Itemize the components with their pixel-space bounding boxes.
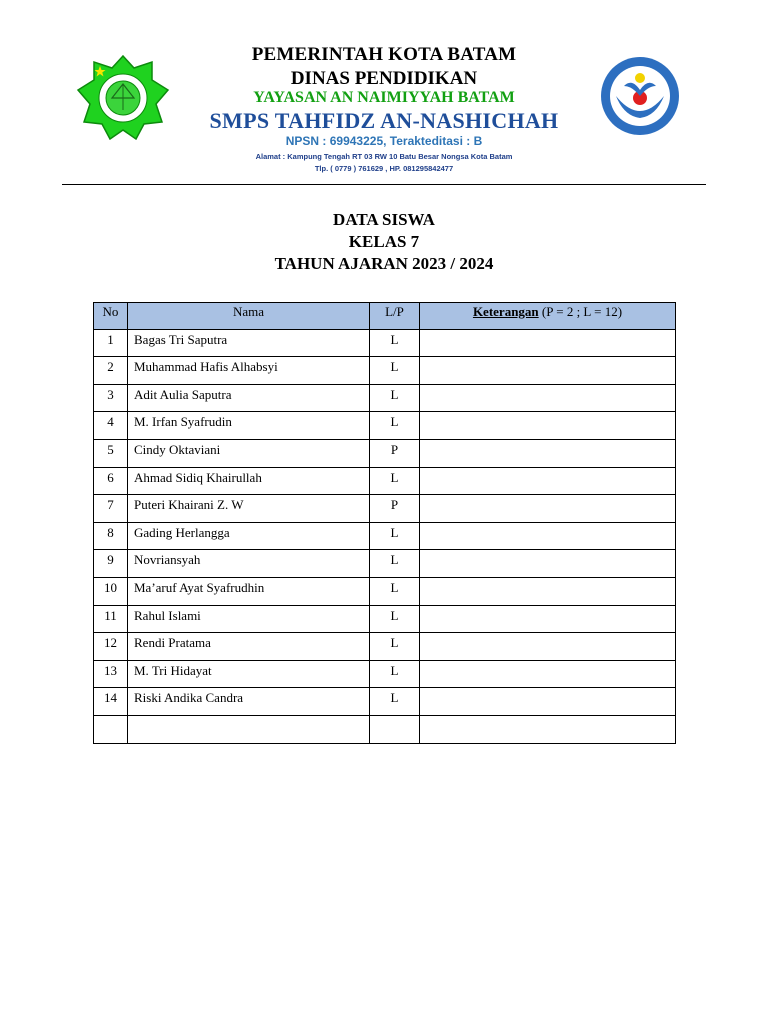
cell-no: 13 <box>94 660 128 688</box>
school-name: SMPS TAHFIDZ AN-NASHICHAH <box>209 108 559 133</box>
cell-nama: Rahul Islami <box>128 605 370 633</box>
cell-no: 14 <box>94 688 128 716</box>
document-title: DATA SISWA <box>333 210 435 229</box>
cell-keterangan <box>420 384 676 412</box>
header-divider <box>62 184 706 185</box>
cell-keterangan <box>420 605 676 633</box>
cell-no <box>94 715 128 743</box>
keterangan-label: Keterangan <box>472 304 539 319</box>
cell-nama: Cindy Oktaviani <box>128 439 370 467</box>
cell-no: 2 <box>94 357 128 385</box>
cell-keterangan <box>420 633 676 661</box>
table-row <box>94 605 676 633</box>
cell-lp: L <box>370 550 420 578</box>
column-header-keterangan <box>420 303 676 330</box>
cell-lp: L <box>370 384 420 412</box>
cell-no: 5 <box>94 439 128 467</box>
cell-nama: Gading Herlangga <box>128 522 370 550</box>
cell-keterangan <box>420 688 676 716</box>
column-header-lp: L/P <box>370 303 420 330</box>
cell-nama: Adit Aulia Saputra <box>128 384 370 412</box>
cell-nama: Bagas Tri Saputra <box>128 329 370 357</box>
cell-nama: M. Tri Hidayat <box>128 660 370 688</box>
cell-lp: P <box>370 439 420 467</box>
table-row <box>94 660 676 688</box>
cell-keterangan <box>420 467 676 495</box>
foundation-name: YAYASAN AN NAIMIYYAH BATAM <box>253 89 515 106</box>
cell-lp: L <box>370 467 420 495</box>
cell-nama: Novriansyah <box>128 550 370 578</box>
cell-no: 8 <box>94 522 128 550</box>
cell-keterangan <box>420 522 676 550</box>
cell-lp: L <box>370 688 420 716</box>
table-row <box>94 688 676 716</box>
cell-lp <box>370 715 420 743</box>
cell-nama: Riski Andika Candra <box>128 688 370 716</box>
cell-lp: L <box>370 329 420 357</box>
keterangan-note: (P = 2 ; L = 12) <box>538 304 623 319</box>
column-header-no: No <box>94 303 128 330</box>
cell-keterangan <box>420 329 676 357</box>
table-header-row <box>94 303 676 330</box>
cell-no: 11 <box>94 605 128 633</box>
table-row <box>94 550 676 578</box>
table-row <box>94 467 676 495</box>
government-line: PEMERINTAH KOTA BATAM <box>251 44 517 65</box>
table-row <box>94 633 676 661</box>
cell-no: 1 <box>94 329 128 357</box>
cell-lp: P <box>370 495 420 523</box>
table-row <box>94 495 676 523</box>
cell-lp: L <box>370 605 420 633</box>
table-row <box>94 439 676 467</box>
cell-no: 7 <box>94 495 128 523</box>
cell-nama: Ma’aruf Ayat Syafrudhin <box>128 577 370 605</box>
cell-lp: L <box>370 357 420 385</box>
cell-no: 12 <box>94 633 128 661</box>
table-row <box>94 715 676 743</box>
cell-nama: Ahmad Sidiq Khairullah <box>128 467 370 495</box>
cell-no: 10 <box>94 577 128 605</box>
table-row <box>94 577 676 605</box>
address-line: Alamat : Kampung Tengah RT 03 RW 10 Batu Besar Nongsa Kota Batam <box>255 152 513 161</box>
department-line: DINAS PENDIDIKAN <box>290 68 478 89</box>
academic-year-title: TAHUN AJARAN 2023 / 2024 <box>274 254 494 273</box>
cell-nama: M. Irfan Syafrudin <box>128 412 370 440</box>
cell-lp: L <box>370 660 420 688</box>
cell-lp: L <box>370 633 420 661</box>
phone-line: Tlp. ( 0779 ) 761629 , HP. 081295842477 <box>314 164 454 173</box>
table-row <box>94 384 676 412</box>
cell-keterangan <box>420 715 676 743</box>
column-header-nama: Nama <box>128 303 370 330</box>
cell-no: 9 <box>94 550 128 578</box>
cell-no: 6 <box>94 467 128 495</box>
class-title: KELAS 7 <box>348 232 420 251</box>
cell-lp: L <box>370 522 420 550</box>
table-row <box>94 412 676 440</box>
cell-nama: Rendi Pratama <box>128 633 370 661</box>
cell-nama: Muhammad Hafis Alhabsyi <box>128 357 370 385</box>
npsn-line: NPSN : 69943225, Terakteditasi : B <box>285 134 483 148</box>
cell-keterangan <box>420 550 676 578</box>
student-table <box>93 302 676 744</box>
cell-keterangan <box>420 357 676 385</box>
cell-no: 4 <box>94 412 128 440</box>
cell-keterangan <box>420 495 676 523</box>
cell-keterangan <box>420 660 676 688</box>
cell-keterangan <box>420 412 676 440</box>
table-row <box>94 522 676 550</box>
table-row <box>94 357 676 385</box>
cell-nama <box>128 715 370 743</box>
cell-keterangan <box>420 439 676 467</box>
cell-lp: L <box>370 577 420 605</box>
cell-lp: L <box>370 412 420 440</box>
cell-no: 3 <box>94 384 128 412</box>
cell-keterangan <box>420 577 676 605</box>
table-row <box>94 329 676 357</box>
cell-nama: Puteri Khairani Z. W <box>128 495 370 523</box>
